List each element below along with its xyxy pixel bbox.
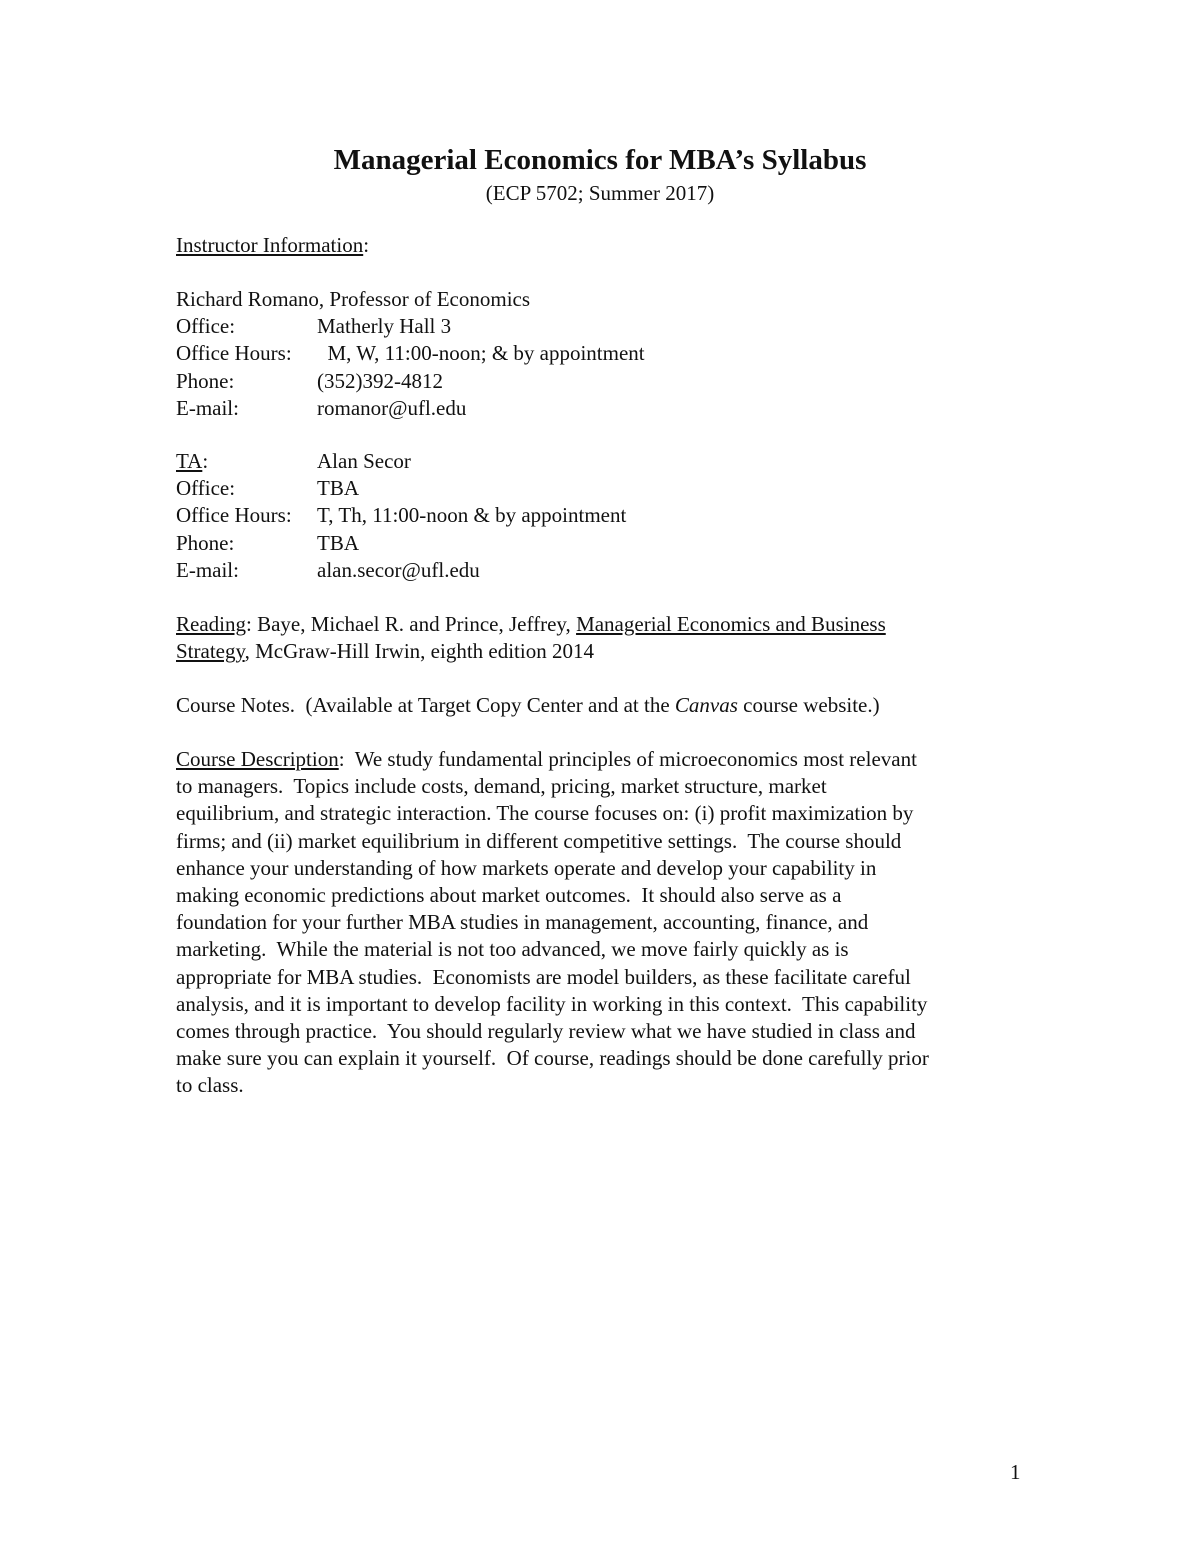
ta-office-row xyxy=(176,475,1036,502)
instructor-heading-colon: : xyxy=(363,233,370,257)
instructor-email-value: romanor@ufl.edu xyxy=(317,395,467,420)
description-line-6: making economic predictions about market outcomes. It should also serve as a xyxy=(176,883,842,908)
reading-line-2 xyxy=(176,638,1036,665)
instructor-info xyxy=(176,286,1036,422)
course-notes-line xyxy=(176,692,1036,719)
ta-hours-value: T, Th, 11:00-noon & by appointment xyxy=(317,503,627,528)
instructor-hours-row xyxy=(176,340,1036,367)
ta-name: Alan Secor xyxy=(317,449,411,473)
instructor-email-label: E-mail: xyxy=(176,395,239,420)
description-line-5: enhance your understanding of how markets operate and develop your capability in xyxy=(176,855,877,880)
reading-label: Reading xyxy=(176,612,246,636)
description-line-13: to class. xyxy=(176,1073,244,1098)
ta-phone-label: Phone: xyxy=(176,530,235,555)
instructor-heading: Instructor Information xyxy=(176,233,364,257)
description-line-3: equilibrium, and strategic interaction. The course focuses on: (i) profit maximization by xyxy=(176,801,914,826)
instructor-phone-value: (352)392-4812 xyxy=(317,368,443,393)
description-line-8: marketing. While the material is not too advanced, we move fairly quickly as is xyxy=(176,937,849,962)
instructor-phone-label: Phone: xyxy=(176,368,235,393)
ta-heading-colon: : xyxy=(202,449,209,473)
ta-label xyxy=(176,448,317,475)
instructor-phone-row xyxy=(176,368,1036,395)
instructor-heading-line xyxy=(176,232,1036,259)
instructor-office-label: Office: xyxy=(176,314,236,339)
course-description-label: Course Description xyxy=(176,747,339,771)
ta-email-row xyxy=(176,557,1036,584)
course-notes xyxy=(176,692,1036,719)
ta-email-value: alan.secor@ufl.edu xyxy=(317,557,480,582)
description-line-4: firms; and (ii) market equilibrium in different competitive settings. The course should xyxy=(176,828,902,853)
ta-row xyxy=(176,448,1036,475)
description-line-1 xyxy=(176,746,1036,773)
ta-office-label: Office: xyxy=(176,476,236,501)
description-line-10: analysis, and it is important to develop facility in working in this context. This capability xyxy=(176,991,928,1016)
reading-book-title-2: Strategy xyxy=(176,639,245,664)
description-line-11: comes through practice. You should regularly review what we have studied in class and xyxy=(176,1019,916,1044)
ta-office-value: TBA xyxy=(317,476,359,501)
ta-heading: TA xyxy=(176,449,203,473)
reading-text: : Baye, Michael R. and Prince, Jeffrey, xyxy=(245,612,577,636)
instructor-name: Richard Romano, Professor of Economics xyxy=(176,287,531,311)
instructor-hours-value: M, W, 11:00-noon; & by appointment xyxy=(317,341,645,366)
document-subtitle: (ECP 5702; Summer 2017) xyxy=(485,181,715,205)
reading-section xyxy=(176,611,1036,665)
description-line-2: to managers. Topics include costs, demand, pricing, market structure, market xyxy=(176,774,827,799)
instructor-email-row xyxy=(176,395,1036,422)
description-line-7: foundation for your further MBA studies in management, accounting, finance, and xyxy=(176,910,869,935)
description-line-9: appropriate for MBA studies. Economists are model builders, as these facilitate careful xyxy=(176,964,911,989)
ta-hours-row xyxy=(176,502,1036,529)
description-text-1: : We study fundamental principles of microeconomics most relevant xyxy=(338,747,917,771)
ta-phone-row xyxy=(176,530,1036,557)
instructor-hours-label: Office Hours: xyxy=(176,341,292,366)
reading-book-title-1: Managerial Economics and Business xyxy=(576,612,886,636)
document-title: Managerial Economics for MBA’s Syllabus xyxy=(333,144,867,176)
instructor-office-row xyxy=(176,313,1036,340)
canvas-italic: Canvas xyxy=(674,693,738,717)
course-description xyxy=(176,746,1036,1100)
course-notes-text: Course Notes. (Available at Target Copy Center and at the xyxy=(176,693,675,717)
ta-hours-label: Office Hours: xyxy=(176,503,292,528)
description-line-12: make sure you can explain it yourself. Of course, readings should be done carefully prior xyxy=(176,1046,929,1071)
page-number: 1 xyxy=(1010,1460,1021,1484)
ta-info xyxy=(176,448,1036,584)
ta-phone-value: TBA xyxy=(317,530,359,555)
ta-email-label: E-mail: xyxy=(176,557,239,582)
course-notes-tail: course website.) xyxy=(737,693,880,717)
reading-publisher: , McGraw-Hill Irwin, eighth edition 2014 xyxy=(244,639,594,664)
reading-line-1 xyxy=(176,611,1036,638)
instructor-office-value: Matherly Hall 3 xyxy=(317,314,452,339)
